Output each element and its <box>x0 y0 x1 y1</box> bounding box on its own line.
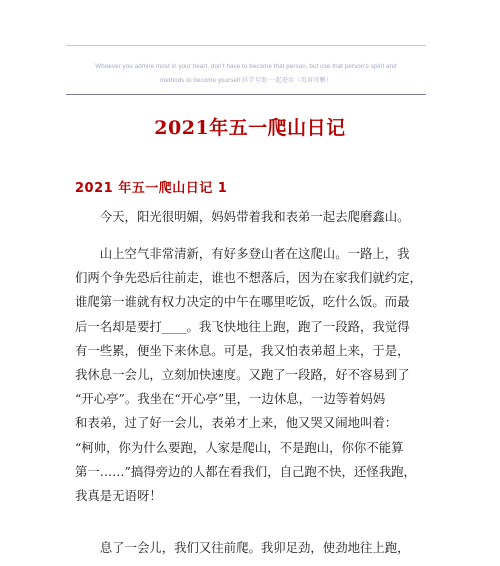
paragraph-3 <box>75 536 425 560</box>
document-title: 2021年五一爬山日记 <box>154 117 346 139</box>
section-heading: 2021 年五一爬山日记 1 <box>75 181 228 196</box>
header-watermark-line-1: Whoever you admire most in your heart, don't have to become that person, but use that person's spirit and <box>95 63 397 70</box>
paragraph-line: 有一些累，便坐下来休息。可是，我又怕表弟超上来，于是， <box>75 342 410 358</box>
paragraph-2 <box>75 242 425 508</box>
paragraph-line: 山上空气非常清新，有好多登山者在这爬山。一路上，我 <box>75 246 410 261</box>
header-bottom-rule <box>66 94 426 95</box>
paragraph-line: “柯帅，你为什么要跑，人家是爬山，不是跑山，你你不能算 <box>75 439 404 455</box>
paragraph-line: 谁爬第一谁就有权力决定的中午在哪里吃饭，吃什么饭。而最 <box>75 294 410 310</box>
paragraph-line: 我休息一会儿，立刻加快速度。又跑了一段路，好不容易到了 <box>75 367 410 383</box>
paragraph-line: 们两个争先恐后往前走，谁也不想落后，因为在家我们就约定， <box>75 270 422 286</box>
paragraph-line: 第一……”搞得旁边的人都在看我们，自己跑不快，还怪我跑， <box>75 463 416 479</box>
paragraph-line: “开心亭”。我坐在“开心亭”里，一边休息，一边等着妈妈 <box>75 391 386 407</box>
paragraph-line: 我真是无语呀！ <box>75 488 162 504</box>
paragraph-line: 和表弟，过了好一会儿，表弟才上来，他又哭又闹地叫着： <box>75 415 398 431</box>
paragraph-line: 后一名却是要打____。我飞快地往上跑，跑了一段路，我觉得 <box>75 318 410 334</box>
paragraph-line: 息了一会儿，我们又往前爬。我卯足劲，使劲地往上跑， <box>75 540 410 555</box>
header-watermark-line-2: methods to become yourself.抖学互助 一起进步（页眉可删） <box>160 77 332 84</box>
paragraph-line: 今天，阳光很明媚，妈妈带着我和表弟一起去爬磨鑫山。 <box>75 209 410 224</box>
header-top-rule <box>66 45 426 46</box>
paragraph-1 <box>75 205 425 229</box>
